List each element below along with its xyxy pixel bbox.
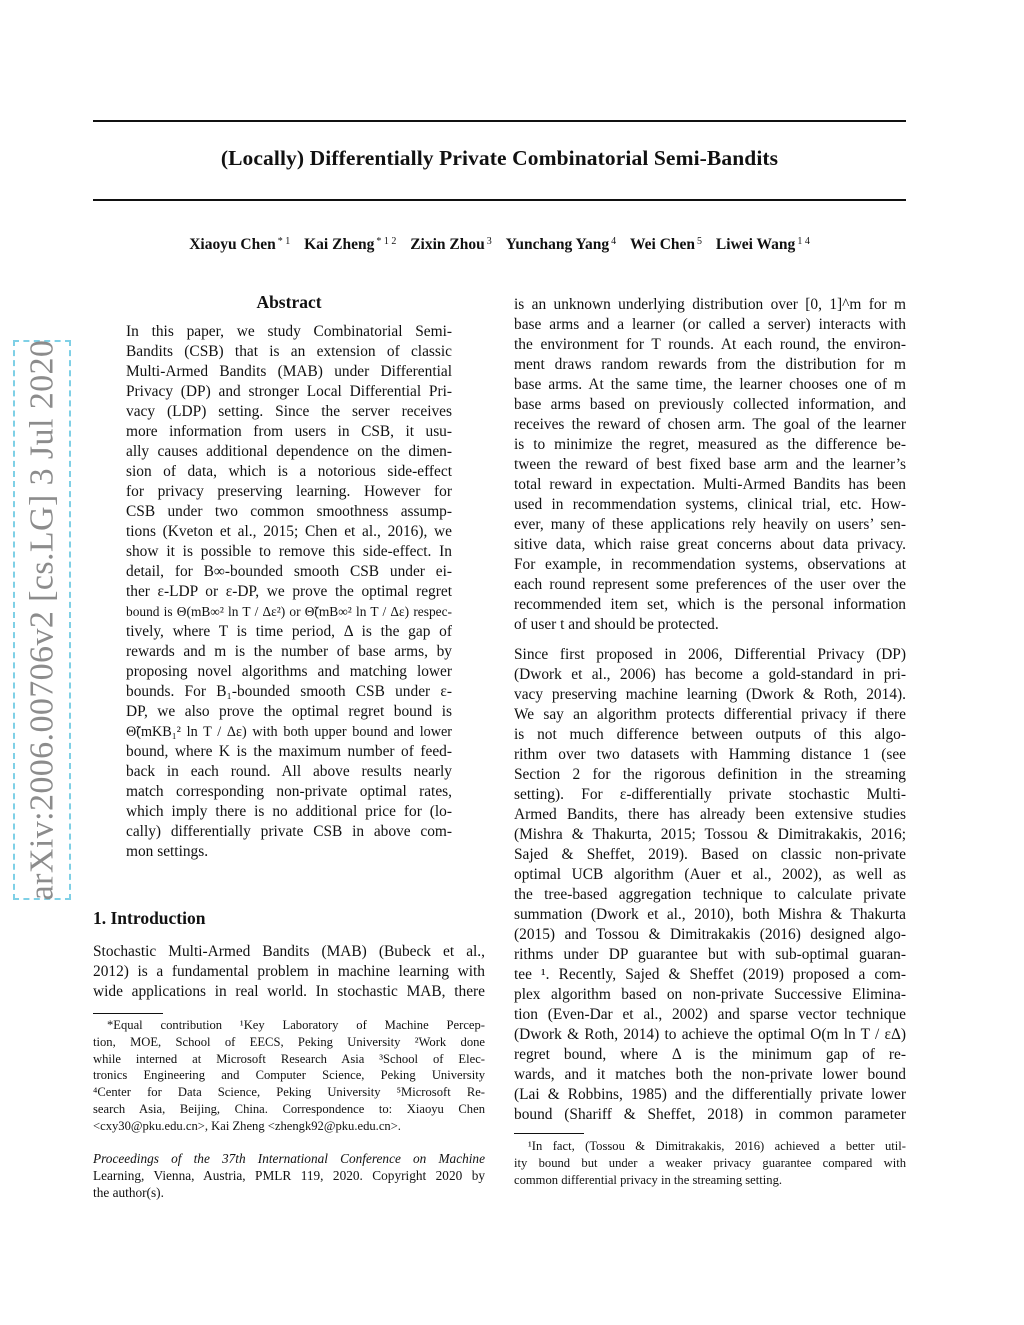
- text-line: ther ε-LDP or ε-DP, we prove the optimal regret: [126, 583, 452, 600]
- footnote-line: ⁴Center for Data Science, Peking University ⁵Microsoft Re-: [93, 1085, 485, 1100]
- text-line: the environment for T rounds. At each round, the environ-: [514, 336, 906, 353]
- text-line: ever, many of these applications rely heavily on users’ sen-: [514, 516, 906, 533]
- text-line: Θ̃(mKB₁² ln T / Δε) with both upper bound and lower: [126, 724, 452, 740]
- proceedings-line: Learning, Vienna, Austria, PMLR 119, 2020. Copyright 2020 by: [93, 1168, 485, 1183]
- footnote-line: <cxy30@pku.edu.cn>, Kai Zheng <zhengk92@pku.edu.cn>.: [93, 1118, 401, 1133]
- text-line: CSB under two common smoothness assump-: [126, 503, 452, 520]
- text-line: summation (Dwork et al., 2010), both Mishra & Thakurta: [514, 906, 906, 923]
- text-line: is an unknown underlying distribution over [0, 1]^m for m: [514, 296, 906, 313]
- footnote-line: ¹In fact, (Tossou & Dimitrakakis, 2016) achieved a better util-: [528, 1139, 906, 1153]
- text-line: total reward in expectation. Multi-Armed Bandits has been: [514, 476, 906, 493]
- text-line: tee ¹. Recently, Sajed & Sheffet (2019) proposed a com-: [514, 966, 906, 983]
- right-column-paragraph-1: [514, 295, 906, 635]
- text-line: match corresponding non-private optimal rates,: [126, 783, 452, 800]
- text-line: tively, where T is time period, Δ is the gap of: [126, 623, 452, 640]
- text-line: setting). For ε-differentially private stochastic Multi-: [514, 786, 906, 803]
- text-line: recommended item set, which is the personal information: [514, 596, 906, 613]
- text-line: regret bound, where Δ is the minimum gap of re-: [514, 1046, 906, 1063]
- footnote-line: tion, MOE, School of EECS, Peking University ²Work done: [93, 1034, 485, 1049]
- text-line: tween the reward of best fixed base arm and the learner’s: [514, 456, 906, 473]
- text-line: ally causes additional dependence on the dimen-: [126, 443, 452, 460]
- arxiv-stamp[interactable]: [13, 340, 71, 900]
- text-line: of user t and should be protected.: [514, 616, 719, 633]
- text-line: Stochastic Multi-Armed Bandits (MAB) (Bubeck et al.,: [93, 943, 485, 960]
- text-line: sion of data, which is a notorious side-effect: [126, 463, 452, 480]
- text-line: sitive data, which raise great concerns about data privacy.: [514, 536, 906, 553]
- title-top-rule: [93, 120, 906, 122]
- text-line: wide applications in real world. In stochastic MAB, there: [93, 983, 485, 1000]
- text-line: Privacy (DP) and stronger Local Differential Pri-: [126, 383, 452, 400]
- text-line: tions (Kveton et al., 2015; Chen et al., 2016), we: [126, 523, 452, 540]
- text-line: each round represent some preferences of the user over the: [514, 576, 906, 593]
- text-line: rewards and m is the number of base arms, by: [126, 643, 452, 660]
- footnotes-left: [93, 1017, 485, 1135]
- proceedings-line: Proceedings of the 37th International Conference on Machine: [93, 1151, 485, 1166]
- text-line: mon settings.: [126, 843, 209, 860]
- text-line: detail, for B∞-bounded smooth CSB under ei-: [126, 563, 452, 580]
- author: Wei Chen $^5$: [630, 236, 703, 253]
- text-line: Section 2 for the rigorous definition in the streaming: [514, 766, 906, 783]
- text-line: rithm over two datasets with Hamming distance 1 (see: [514, 746, 906, 763]
- author: Kai Zheng $^{* 1 2}$: [304, 236, 397, 253]
- text-line: proposing novel algorithms and matching lower: [126, 663, 452, 680]
- text-line: We say an algorithm protects differential privacy if there: [514, 706, 906, 723]
- proceedings-note: [93, 1150, 485, 1201]
- text-line: bound is Θ(mB∞² ln T / Δε²) or Θ̃(mB∞² ln T / Δε) respec-: [126, 604, 452, 619]
- text-line: Multi-Armed Bandits (MAB) under Differential: [126, 363, 452, 380]
- text-line: Armed Bandits, there has already been extensive studies: [514, 806, 906, 823]
- text-line: ment draws random rewards from the distribution for m: [514, 356, 906, 373]
- text-line: wards, and it matches both the non-private lower bound: [514, 1066, 906, 1083]
- text-line: tion (Even-Dar et al., 2002) and sparse vector technique: [514, 1006, 906, 1023]
- text-line: rithms under DP guarantee but with sub-optimal guaran-: [514, 946, 906, 963]
- right-column-paragraph-2: [514, 645, 906, 1125]
- author: Liwei Wang $^{1 4}$: [715, 236, 810, 253]
- text-line: cally) differentially private CSB in above com-: [126, 823, 452, 840]
- text-line: for privacy preserving learning. However for: [126, 483, 452, 500]
- text-line: 2012) is a fundamental problem in machine learning with: [93, 963, 485, 980]
- title-bottom-rule: [93, 199, 906, 201]
- arxiv-stamp-text: arXiv:2006.00706v2 [cs.LG] 3 Jul 2020: [23, 339, 61, 901]
- section-heading-introduction: 1. Introduction: [93, 908, 206, 928]
- text-line: (Mishra & Thakurta, 2015; Tossou & Dimitrakakis, 2016;: [514, 826, 906, 843]
- footnote-line: common differential privacy in the streaming setting.: [514, 1172, 783, 1187]
- text-line: vacy preserving machine learning (Dwork & Roth, 2014).: [514, 686, 906, 703]
- footnote-rule-left: [93, 1013, 163, 1014]
- footnote-line: while interned at Microsoft Research Asia ³School of Elec-: [93, 1051, 485, 1066]
- proceedings-line: the author(s).: [93, 1185, 164, 1200]
- text-line: (Lai & Robbins, 1985) and the differentially private lower: [514, 1086, 906, 1103]
- footnote-line: tronics Engineering and Computer Science, Peking University: [93, 1068, 485, 1083]
- text-line: optimal UCB algorithm (Auer et al., 2002), as well as: [514, 866, 906, 883]
- text-line: is to minimize the regret, measured as the difference be-: [514, 436, 906, 453]
- text-line: For example, in recommendation systems, observations at: [514, 556, 906, 573]
- text-line: vacy (LDP) setting. Since the server receives: [126, 403, 452, 420]
- text-line: In this paper, we study Combinatorial Semi-: [126, 323, 452, 340]
- footnote-rule-right: [514, 1133, 584, 1134]
- text-line: Since first proposed in 2006, Differential Privacy (DP): [514, 646, 906, 663]
- text-line: show it is possible to remove this side-effect. In: [126, 543, 452, 560]
- author-list: [93, 236, 906, 254]
- introduction-body: [93, 942, 485, 1002]
- author: Zixin Zhou $^3$: [410, 236, 492, 253]
- footnote-line: ity bound but under a weaker privacy guarantee compared with: [514, 1155, 906, 1170]
- text-line: base arms. At the same time, the learner chooses one of m: [514, 376, 906, 393]
- author: Yunchang Yang $^4$: [505, 236, 617, 253]
- text-line: (Dwork & Roth, 2014) to achieve the optimal O(m ln T / εΔ): [514, 1026, 906, 1043]
- text-line: used in recommendation systems, clinical trial, etc. How-: [514, 496, 906, 513]
- text-line: Sajed & Sheffet, 2019). Based on classic non-private: [514, 846, 906, 863]
- text-line: back in each round. All above results nearly: [126, 763, 452, 780]
- text-line: DP, we also prove the optimal regret bound is: [126, 703, 452, 720]
- text-line: base arms based on previously collected information, and: [514, 396, 906, 413]
- abstract-heading: Abstract: [256, 292, 322, 312]
- abstract-body: [126, 322, 452, 862]
- paper-title: (Locally) Differentially Private Combinatorial Semi-Bandits: [220, 146, 779, 170]
- text-line: (2015) and Tossou & Dimitrakakis (2016) designed algo-: [514, 926, 906, 943]
- footnote-right: [514, 1138, 906, 1188]
- text-line: is not much difference between outputs of this algo-: [514, 726, 906, 743]
- text-line: (Dwork et al., 2006) has become a gold-standard in pri-: [514, 666, 906, 683]
- text-line: Bandits (CSB) that is an extension of classic: [126, 343, 452, 360]
- text-line: which imply there is no additional price for (lo-: [126, 803, 452, 820]
- text-line: bound (Shariff & Sheffet, 2018) in common parameter: [514, 1106, 906, 1123]
- footnote-line: search Asia, Beijing, China. Correspondence to: Xiaoyu Chen: [93, 1101, 485, 1116]
- text-line: receives the reward of chosen arm. The goal of the learner: [514, 416, 906, 433]
- text-line: more information from users in CSB, it usu-: [126, 423, 452, 440]
- author: Xiaoyu Chen $^{* 1}$: [189, 236, 291, 253]
- footnote-line: *Equal contribution ¹Key Laboratory of Machine Percep-: [107, 1018, 485, 1032]
- text-line: base arms and a learner (or called a server) interacts with: [514, 316, 906, 333]
- text-line: plex algorithm based on non-private Successive Elimina-: [514, 986, 906, 1003]
- text-line: bound, where K is the maximum number of feed-: [126, 743, 452, 760]
- text-line: the tree-based aggregation technique to calculate private: [514, 886, 906, 903]
- text-line: bounds. For B₁-bounded smooth CSB under ε-: [126, 683, 452, 700]
